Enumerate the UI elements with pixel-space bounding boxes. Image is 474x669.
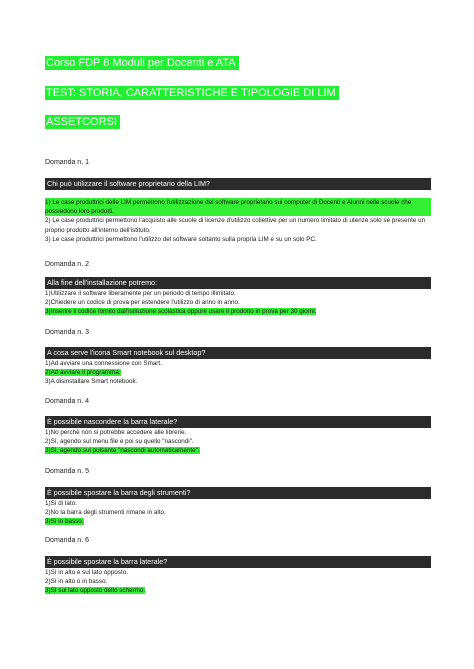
question-text: Alla fine dell'installazione potremo:	[45, 277, 431, 289]
answer: 2)Sì in alto o in basso.	[45, 578, 108, 586]
answer-correct: 1) Le case produttrici delle LIM permettono l'utilizzazione del software proprietario sui computer di Docenti e Alunni nelle scuole che possiedono loro prodotti.	[45, 198, 431, 216]
question-text: Chi può utilizzare il software proprietario della LIM?	[45, 178, 431, 190]
answer: 1)No perchè non si potrebbe accedere alle librerie.	[45, 429, 187, 436]
test-title: TEST: STORIA, CARATTERISTICHE E TIPOLOGIE DI LIM	[45, 86, 339, 100]
answer-list	[45, 289, 431, 317]
answer-correct: 3)Sì sul lato opposto dello schermo.	[45, 587, 146, 595]
answer: 1)Utilizzare il software liberamente per un periodo di tempo illimitato.	[45, 290, 236, 297]
question-text: È possibile nascondere la barra laterale?	[45, 416, 431, 428]
answer-correct: 3)Inserire il codice fornito dall'istituzione scolastica oppure usare il prodotto in prova per 30 giorni.	[45, 308, 317, 316]
answer-list	[45, 499, 431, 527]
question-label: Domanda n. 3	[45, 329, 89, 336]
answer-correct: 3)Sì, agendo sul pulsante "nascondi automaticamente".	[45, 447, 200, 455]
answer: 1)Sì in alto e sul lato opposto.	[45, 569, 128, 576]
answer-correct: 2)Ad avviare il programma.	[45, 369, 121, 377]
question-text: A cosa serve l'icona Smart notebook sul desktop?	[45, 347, 431, 359]
answer-list	[45, 359, 431, 387]
answer-list	[45, 198, 431, 244]
question-label: Domanda n. 4	[45, 398, 89, 405]
answer-list	[45, 428, 431, 456]
question-label: Domanda n. 2	[45, 261, 89, 268]
answer: 3)A disinstallare Smart notebook.	[45, 378, 138, 386]
answer: 2)No la barra degli strumenti rimane in alto.	[45, 509, 166, 517]
answer-list	[45, 568, 431, 596]
question-label: Domanda n. 6	[45, 537, 89, 544]
question-text: È possibile spostare la barra laterale?	[45, 556, 431, 568]
question-text: È possibile spostare la barra degli strumenti?	[45, 487, 431, 499]
question-label: Domanda n. 5	[45, 468, 89, 475]
answer: 1)Ad avviare una connessione con Smart.	[45, 360, 162, 367]
answer: 2)Sì, agendo sul menu file e poi su quello "nascondi".	[45, 438, 194, 446]
question-label: Domanda n. 1	[45, 159, 89, 166]
provider-title: ASSETCORSI	[45, 115, 120, 129]
answer: 1)Sì di lato.	[45, 500, 77, 507]
course-title: Corso FDP 8 Moduli per Docenti e ATA	[45, 56, 239, 70]
answer-correct: 3)Sì in basso.	[45, 518, 84, 526]
answer: 2) Le case produttrici permettono l'acquisto alle scuole di licenze d'utilizzo collettive per un numero limitato di utenze solo se presente un proprio prodotto all'interno dell'istituto.	[45, 217, 426, 234]
answer: 3) Le case produttrici permettono l'utilizzo del software soltanto sulla propria LIM e su un solo PC.	[45, 235, 317, 243]
answer: 2)Chiedere un codice di prova per estendere l'utilizzo di anno in anno.	[45, 299, 240, 307]
